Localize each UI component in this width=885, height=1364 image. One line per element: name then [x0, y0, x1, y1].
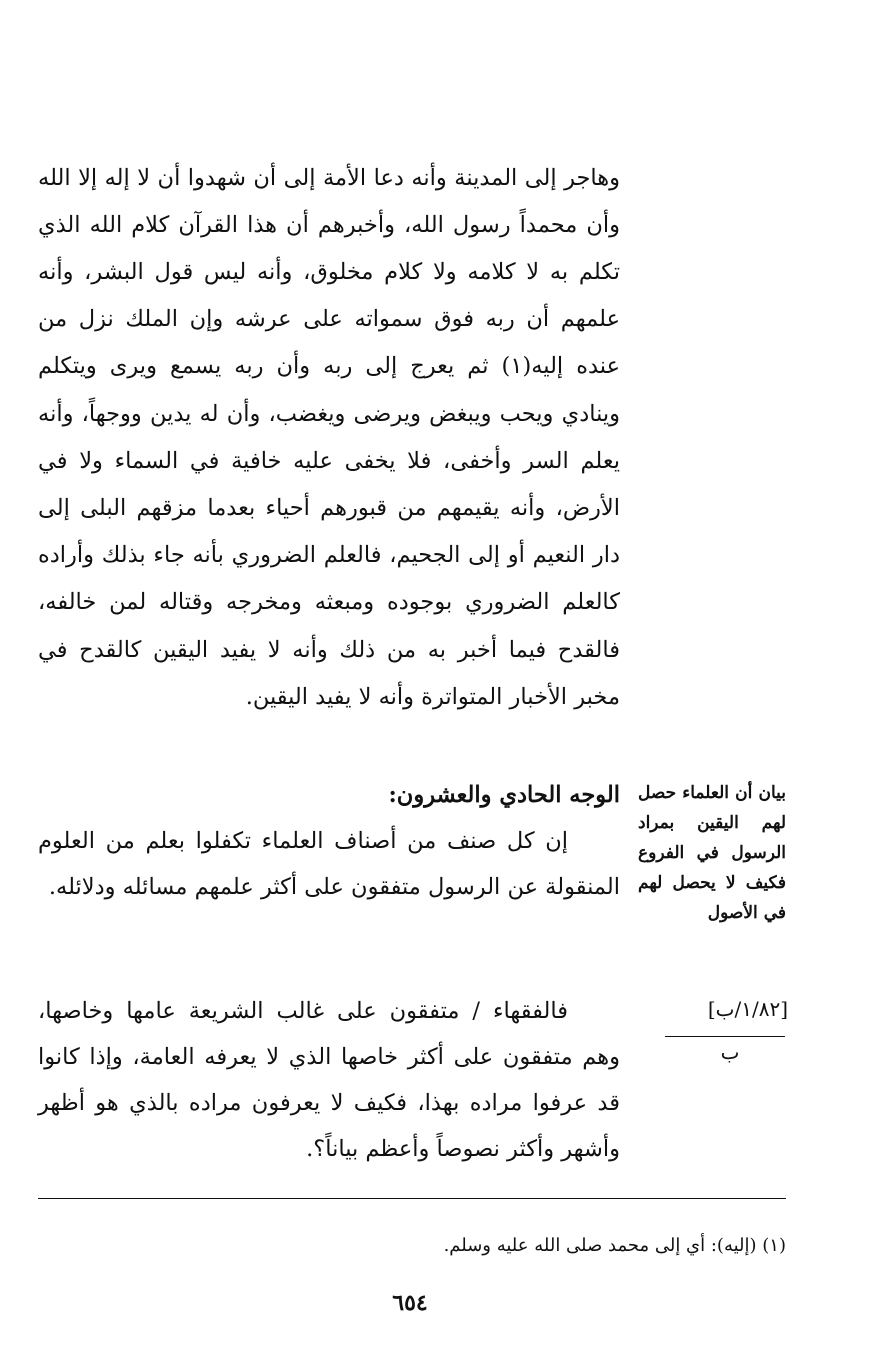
footnote: (١) (إليه): أي إلى محمد صلى الله عليه وسلم. — [443, 1235, 786, 1256]
section-21 — [38, 772, 620, 910]
page-number: ٦٥٤ — [392, 1290, 428, 1316]
manuscript-folio-letter: ب — [720, 1040, 740, 1064]
section-heading: الوجه الحادي والعشرون: — [388, 782, 620, 808]
section-paragraph-1: إن كل صنف من أصناف العلماء تكفلوا بعلم من العلوم المنقولة عن الرسول متفقون على أكثر علمهم مسائله ودلائله. — [38, 828, 620, 900]
footnote-divider — [38, 1198, 786, 1199]
main-paragraph: وهاجر إلى المدينة وأنه دعا الأمة إلى أن شهدوا أن لا إله إلا الله وأن محمداً رسول الله، وأخبرهم أن هذا القرآن كلام الله الذي تكلم به لا كلامه ولا كلام مخلوق، وأنه ليس قول البشر، وأنه علمهم أن ربه فوق سمواته على عرشه وإن الملك نزل من عنده إليه(١) ثم يعرج إلى ربه وأن ربه يسمع ويرى ويتكلم وينادي ويحب ويبغض ويرضى ويغضب، وأن له يدين ووجهاً، وأنه يعلم السر وأخفى، فلا يخفى عليه خافية في السماء ولا في الأرض، وأنه يقيمهم من قبورهم أحياء بعدما مزقهم البلى إلى دار النعيم أو إلى الجحيم، فالعلم الضروري بأنه جاء بذلك وأراده كالعلم الضروري بوجوده ومبعثه ومخرجه وقتاله لمن خالفه، فالقدح فيما أخبر به من ذلك وأنه لا يفيد اليقين كالقدح في مخبر الأخبار المتواترة وأنه لا يفيد اليقين. — [38, 164, 621, 710]
margin-heading: بيان أن العلماء حصل لهم اليقين بمراد الرسول في الفروع فكيف لا يحصل لهم في الأصول — [638, 783, 786, 923]
folio-divider — [665, 1036, 785, 1037]
section-paragraph-2: فالفقهاء / متفقون على غالب الشريعة عامها وخاصها، وهم متفقون على أكثر خاصها الذي لا يعرفه العامة، وإذا كانوا قد عرفوا مراده بهذا، فكيف لا يعرفون مراده بالذي هو أظهر وأشهر وأكثر نصوصاً وأعظم بياناً؟. — [38, 998, 620, 1162]
manuscript-folio-reference: [١/٨٢/ب] — [707, 997, 788, 1021]
